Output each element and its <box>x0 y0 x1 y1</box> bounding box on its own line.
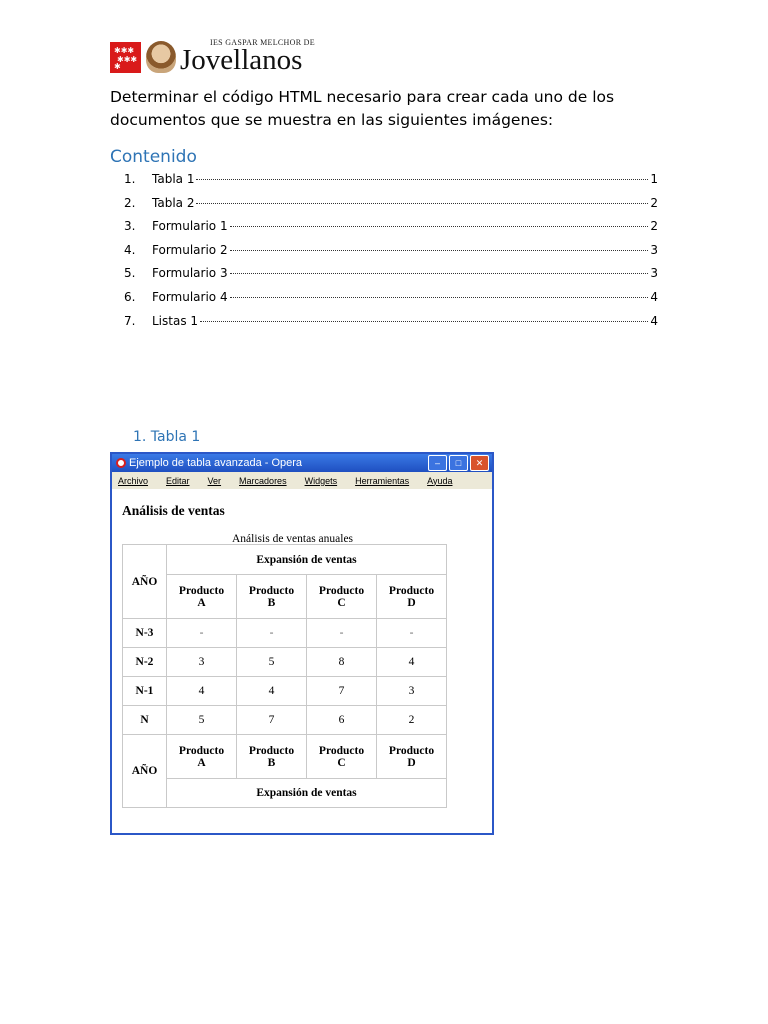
product-header: Producto D <box>377 575 447 619</box>
toc-number: 2. <box>124 195 136 210</box>
window-titlebar <box>112 454 492 472</box>
year-cell: N-1 <box>123 677 167 706</box>
minimize-icon[interactable]: – <box>428 455 447 471</box>
year-footer: AÑO <box>123 735 167 808</box>
browser-window-screenshot <box>110 452 494 835</box>
toc-item[interactable] <box>124 172 658 196</box>
year-cell: N-3 <box>123 619 167 648</box>
toc-page: 2 <box>650 195 658 210</box>
header <box>110 40 315 74</box>
close-icon[interactable]: ✕ <box>470 455 489 471</box>
group-header: Expansión de ventas <box>167 545 447 575</box>
year-cell: N-2 <box>123 648 167 677</box>
madrid-flag-icon: ✱✱✱ ✱✱✱ ✱ <box>110 42 141 73</box>
value-cell: 7 <box>237 706 307 735</box>
value-cell: 4 <box>237 677 307 706</box>
value-cell: 5 <box>167 706 237 735</box>
section-heading: 1. Tabla 1 <box>133 429 201 445</box>
toc-item[interactable] <box>124 290 658 314</box>
window-title: Ejemplo de tabla avanzada - Opera <box>129 457 303 469</box>
toc-leader <box>196 179 648 180</box>
product-header: Producto C <box>307 575 377 619</box>
toc-page: 3 <box>650 266 658 281</box>
portrait-icon <box>146 41 176 73</box>
window-controls <box>428 455 489 471</box>
toc-leader <box>230 297 649 298</box>
school-logo <box>180 39 315 75</box>
value-cell: 5 <box>237 648 307 677</box>
toc-page: 4 <box>650 313 658 328</box>
opera-icon <box>116 458 126 468</box>
toc-page: 3 <box>650 242 658 257</box>
value-cell: 2 <box>377 706 447 735</box>
toc-number: 5. <box>124 266 136 281</box>
maximize-icon[interactable]: □ <box>449 455 468 471</box>
toc-leader <box>230 226 649 227</box>
toc-item[interactable] <box>124 219 658 243</box>
value-cell: - <box>377 619 447 648</box>
toc-number: 7. <box>124 313 136 328</box>
table-caption: Análisis de ventas anuales <box>232 533 354 545</box>
year-header: AÑO <box>123 545 167 619</box>
school-name-big: Jovellanos <box>180 44 303 76</box>
toc-label: Formulario 1 <box>152 219 228 234</box>
value-cell: 3 <box>377 677 447 706</box>
toc-number: 3. <box>124 219 136 234</box>
menu-widgets[interactable]: Widgets <box>304 475 338 486</box>
toc-number: 6. <box>124 289 136 304</box>
value-cell: 7 <box>307 677 377 706</box>
toc-label: Formulario 4 <box>152 289 228 304</box>
menu-archivo[interactable]: Archivo <box>118 475 149 486</box>
toc-number: 4. <box>124 242 136 257</box>
value-cell: 4 <box>377 648 447 677</box>
toc-number: 1. <box>124 172 136 186</box>
product-footer: Producto A <box>167 735 237 779</box>
value-cell: - <box>167 619 237 648</box>
toc-label: Formulario 2 <box>152 242 228 257</box>
intro-text: Determinar el código HTML necesario para crear cada uno de los documentos que se muestra en las siguientes imágenes: <box>110 88 615 129</box>
group-footer: Expansión de ventas <box>167 779 447 808</box>
product-header: Producto B <box>237 575 307 619</box>
toc-label: Tabla 2 <box>152 195 195 210</box>
school-name-small: IES GASPAR MELCHOR DE <box>210 38 315 47</box>
toc-title: Contenido <box>110 147 197 167</box>
table-row <box>123 677 447 706</box>
menu-herramientas[interactable]: Herramientas <box>355 475 410 486</box>
value-cell: 4 <box>167 677 237 706</box>
table-row <box>123 706 447 735</box>
menu-editar[interactable]: Editar <box>166 475 190 486</box>
table-of-contents <box>124 172 658 337</box>
toc-label: Formulario 3 <box>152 266 228 281</box>
table-row <box>123 648 447 677</box>
sales-table <box>122 544 447 808</box>
product-header: Producto A <box>167 575 237 619</box>
year-cell: N <box>123 706 167 735</box>
product-footer: Producto B <box>237 735 307 779</box>
value-cell: 8 <box>307 648 377 677</box>
menu-marcadores[interactable]: Marcadores <box>239 475 287 486</box>
toc-item[interactable] <box>124 266 658 290</box>
value-cell: - <box>307 619 377 648</box>
toc-leader <box>230 273 649 274</box>
table-row <box>123 619 447 648</box>
toc-leader <box>196 203 648 204</box>
value-cell: 3 <box>167 648 237 677</box>
menu-ayuda[interactable]: Ayuda <box>427 475 453 486</box>
toc-label: Tabla 1 <box>152 172 195 186</box>
toc-page: 1 <box>650 172 658 186</box>
toc-page: 2 <box>650 219 658 234</box>
toc-item[interactable] <box>124 243 658 267</box>
menu-ver[interactable]: Ver <box>207 475 222 486</box>
toc-item[interactable] <box>124 196 658 220</box>
toc-page: 4 <box>650 289 658 304</box>
toc-leader <box>200 321 648 322</box>
product-footer: Producto D <box>377 735 447 779</box>
toc-item[interactable] <box>124 314 658 338</box>
value-cell: - <box>237 619 307 648</box>
toc-leader <box>230 250 649 251</box>
menu-bar <box>112 472 492 489</box>
product-footer: Producto C <box>307 735 377 779</box>
page-heading: Análisis de ventas <box>122 503 225 518</box>
toc-label: Listas 1 <box>152 313 199 328</box>
value-cell: 6 <box>307 706 377 735</box>
